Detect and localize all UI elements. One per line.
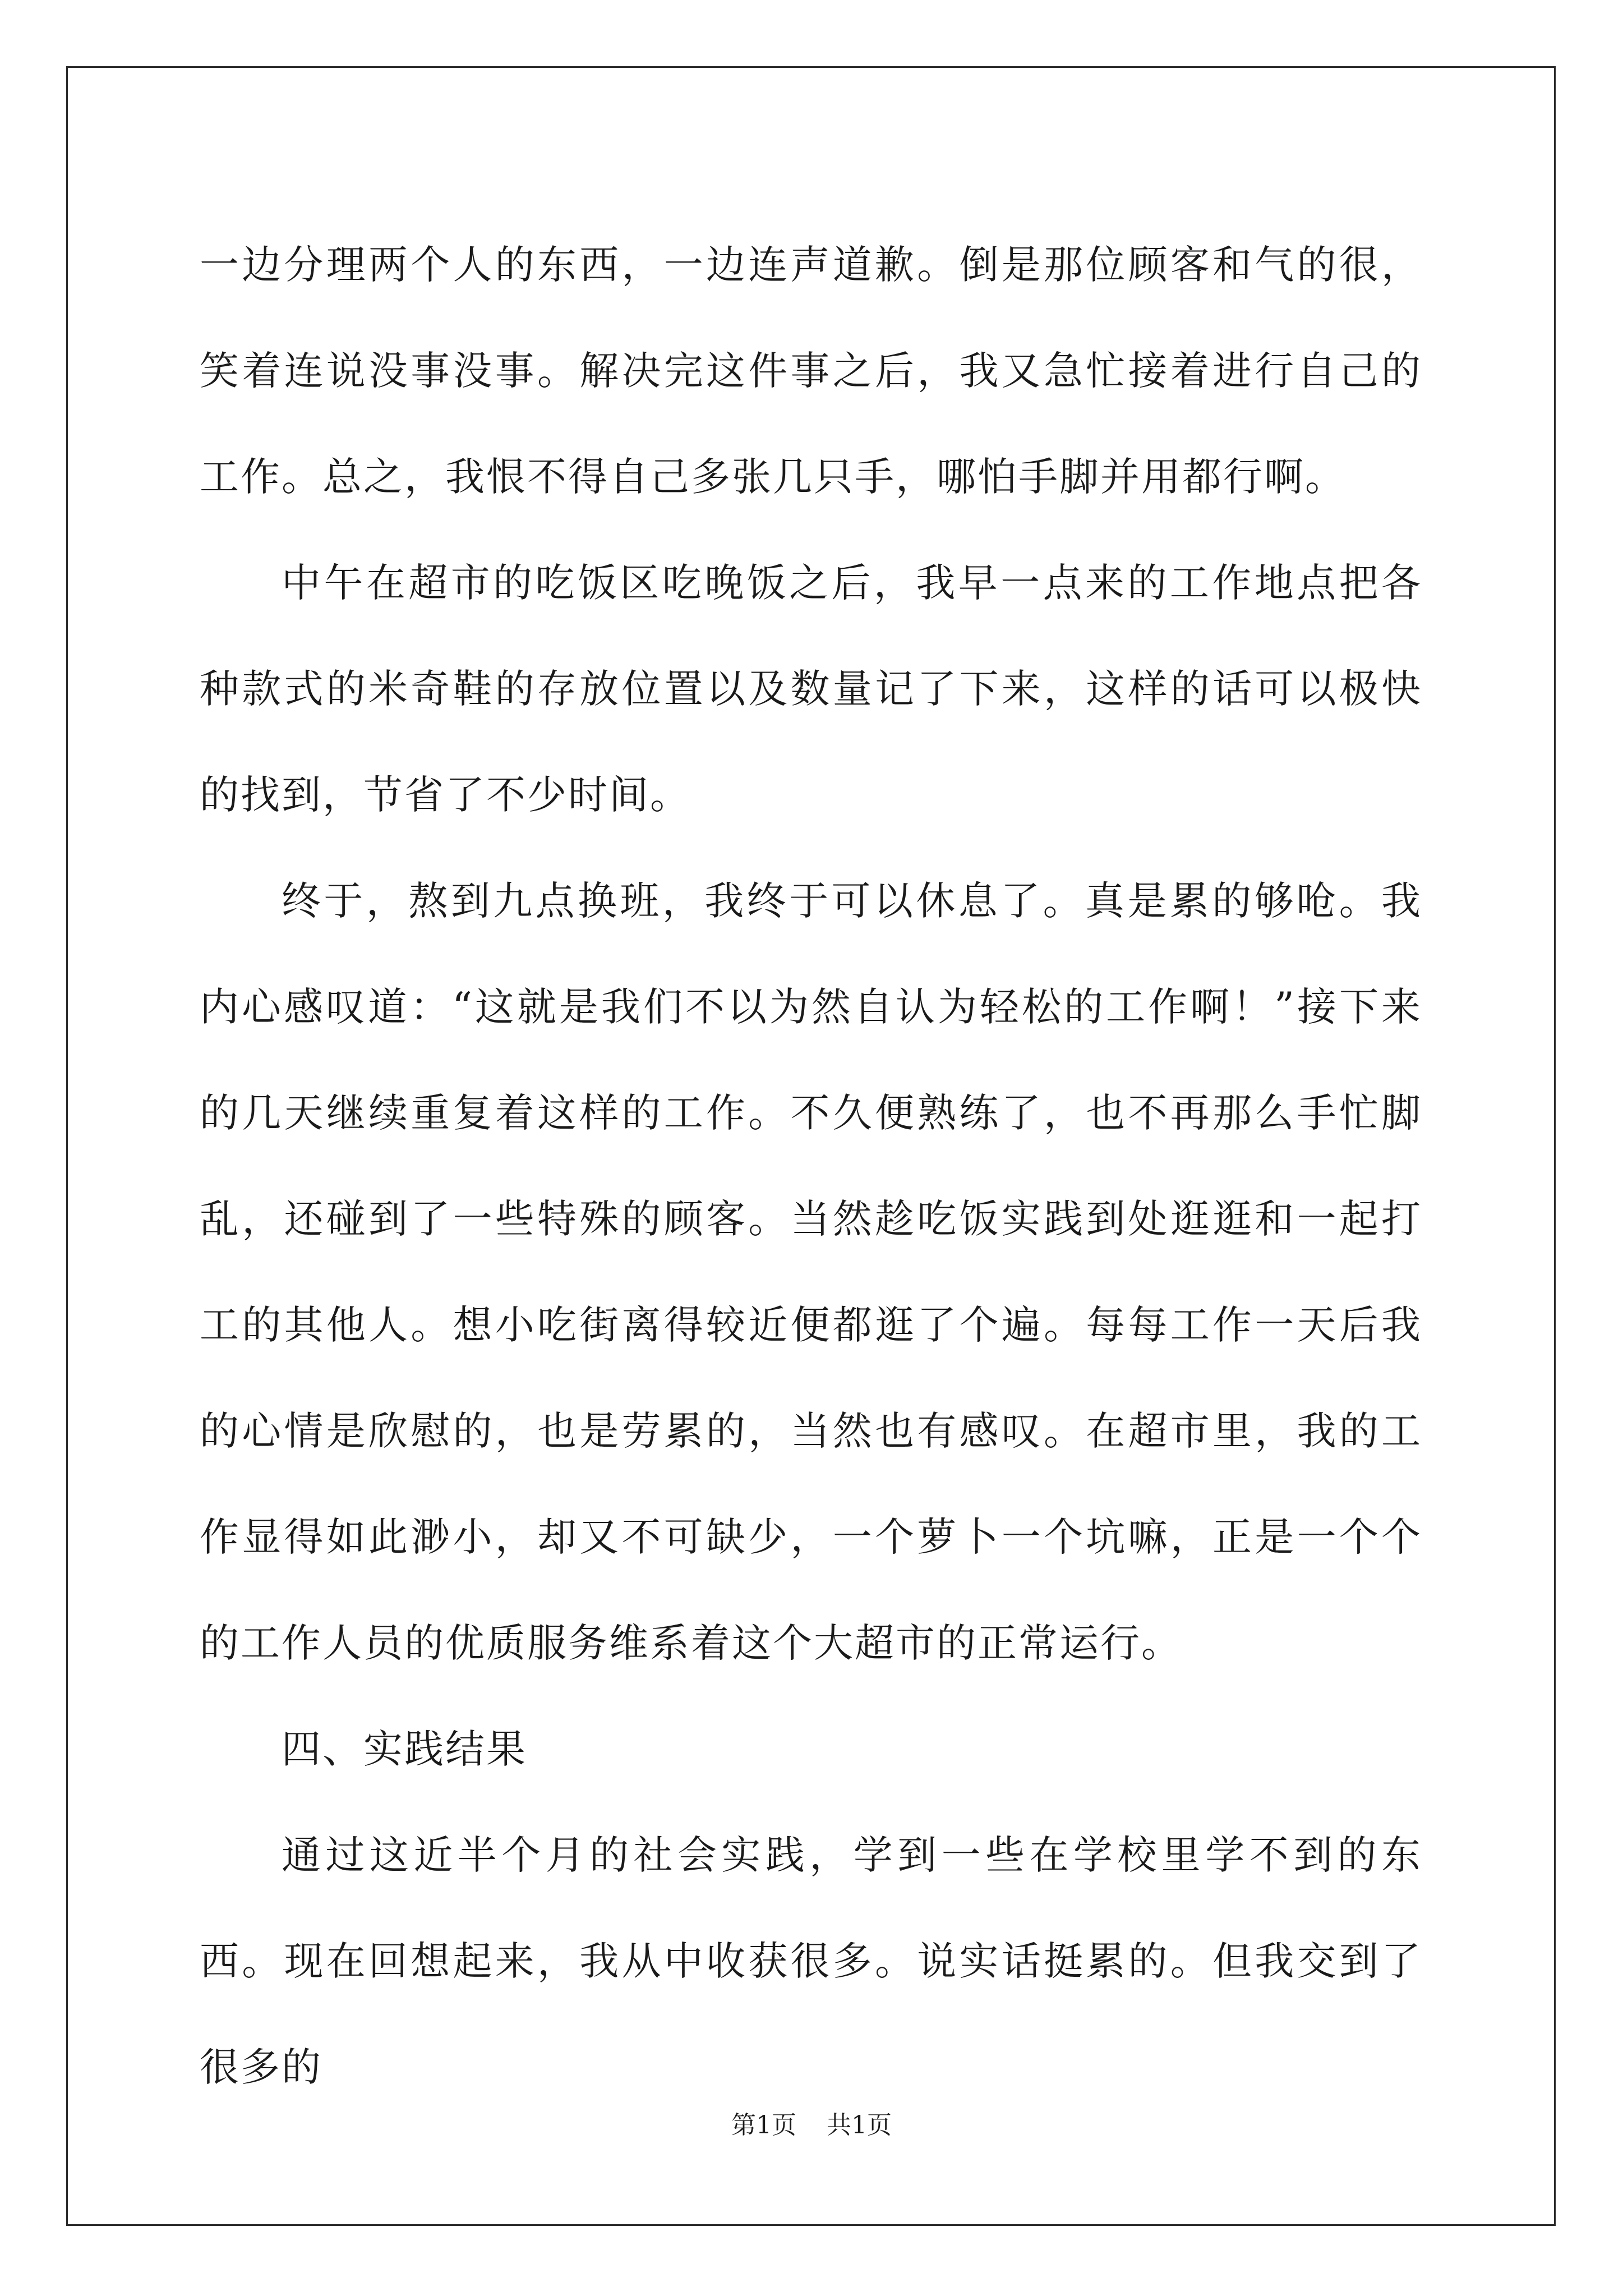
paragraph-5: 通过这近半个月的社会实践，学到一些在学校里学不到的东西。现在回想起来，我从中收获很多。说实话挺累的。但我交到了很多的 xyxy=(200,1832,1422,2090)
paragraph-1: 一边分理两个人的东西，一边连声道歉。倒是那位顾客和气的很，笑着连说没事没事。解决完这件事之后，我又急忙接着进行自己的工作。总之，我恨不得自己多张几只手，哪怕手脚并用都行啊。 xyxy=(200,242,1422,500)
page-number: 第1页 xyxy=(731,2111,796,2139)
section-heading: 四、实践结果 xyxy=(282,1726,527,1772)
document-body xyxy=(200,212,1422,2120)
page-total: 共1页 xyxy=(827,2111,892,2139)
paragraph-3: 终于，熬到九点换班，我终于可以休息了。真是累的够呛。我内心感叹道：“这就是我们不以为然自认为轻松的工作啊！”接下来的几天继续重复着这样的工作。不久便熟练了，也不再那么手忙脚乱，还碰到了一些特殊的顾客。当然趁吃饭实践到处逛逛和一起打工的其他人。想小吃街离得较近便都逛了个遍。每每工作一天后我的心情是欣慰的，也是劳累的，当然也有感叹。在超市里，我的工作显得如此渺小，却又不可缺少，一个萝卜一个坑嘛，正是一个个的工作人员的优质服务维系着这个大超市的正常运行。 xyxy=(200,878,1422,1666)
paragraph-2: 中午在超市的吃饭区吃晚饭之后，我早一点来的工作地点把各种款式的米奇鞋的存放位置以及数量记了下来，这样的话可以极快的找到，节省了不少时间。 xyxy=(200,560,1422,818)
page-footer xyxy=(0,2105,1623,2141)
